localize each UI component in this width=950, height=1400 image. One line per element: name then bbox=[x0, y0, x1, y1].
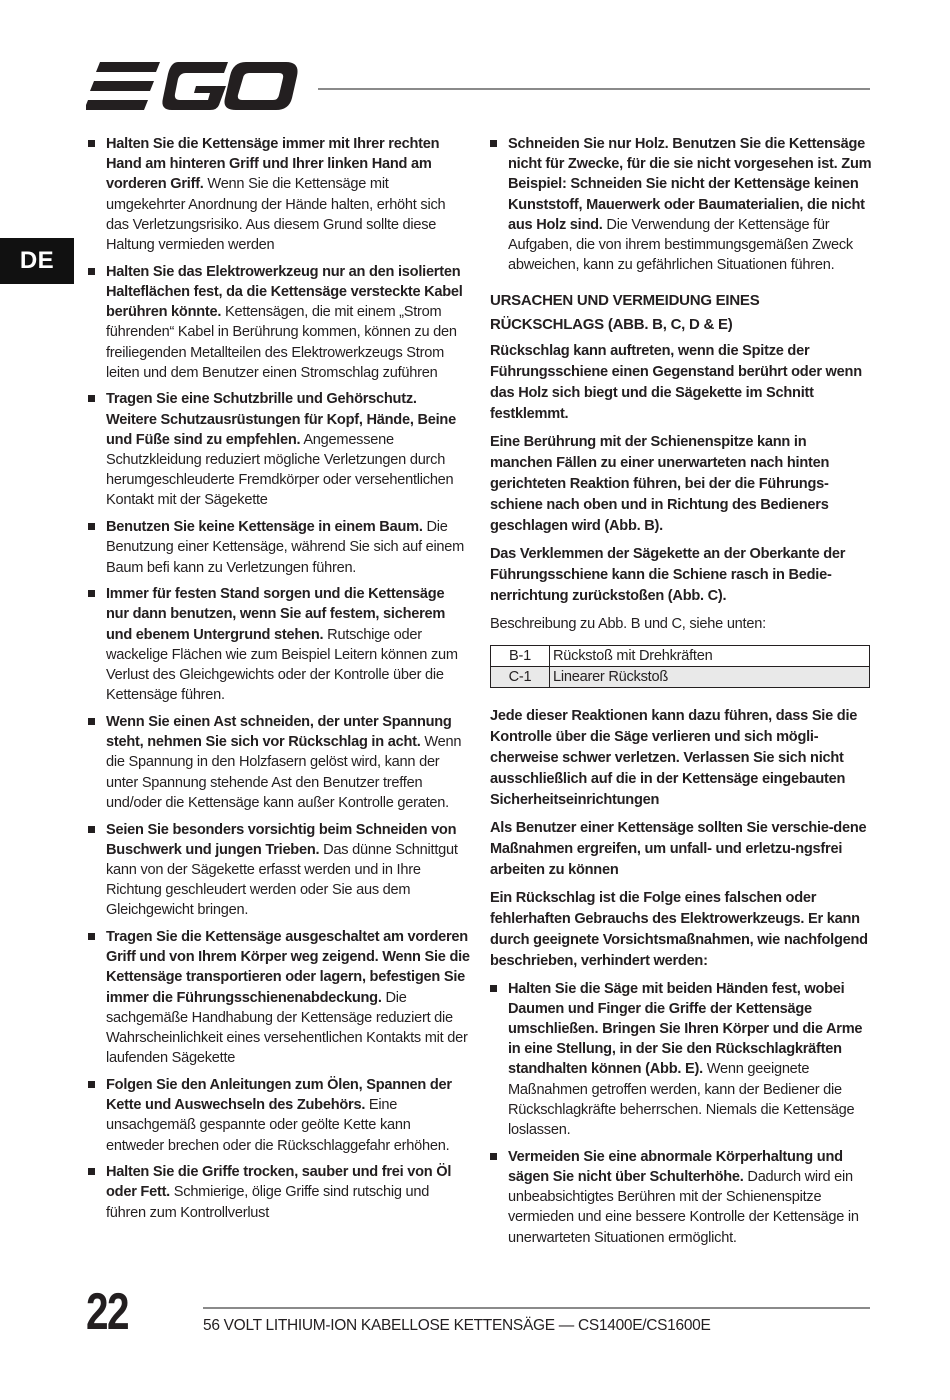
list-item: Folgen Sie den Anleitungen zum Ölen, Spannen der Kette und Auswechseln des Zubehörs. Eine unsachgemäß gespannte oder geölte Kette kann entweder brechen oder die Rückschlaggefahr erhöhen. bbox=[88, 1075, 470, 1156]
table-row bbox=[491, 645, 870, 666]
bullet-icon bbox=[88, 718, 95, 725]
table-row bbox=[491, 666, 870, 687]
bullet-icon bbox=[88, 933, 95, 940]
list-item: Halten Sie die Kettensäge immer mit Ihrer rechten Hand am hinteren Griff und Ihrer linken Hand am vorderen Griff. Wenn Sie die Kettensäge mit umgekehrter Anordnung der Hände halten, erhöht sich das Verletzungsrisiko. Aus diesem Grund sollte diese Haltung vermieden werden bbox=[88, 134, 470, 255]
reference-table bbox=[490, 645, 870, 688]
bullet-icon bbox=[88, 268, 95, 275]
bullet-icon bbox=[490, 140, 497, 147]
paragraph: Eine Berührung mit der Schienenspitze kann in manchen Fällen zu einer unerwarteten nach hinten gerichteten Reaktion führen, bei der die Führungs-schiene nach oben und in Richtung des Bedieners geschlagen wird (Abb. B). bbox=[490, 434, 830, 535]
list-item: Tragen Sie die Kettensäge ausgeschaltet am vorderen Griff und von Ihrem Körper weg zeigend. Wenn Sie die Kettensäge transportieren oder lagern, befestigen Sie immer die Führungsschienenabdeckung. Die sachgemäße Handhabung der Kettensäge reduziert die Wahrscheinlichkeit eines versehentlichen Kontakts mit der laufenden Sägekette bbox=[88, 927, 470, 1068]
list-item: Halten Sie das Elektrowerkzeug nur an den isolierten Halteflächen fest, da die Kettensäge versteckte Kabel berühren könnte. Kettensägen, die mit einem „Strom führenden“ Kabel in Berührung kommen, können zu den freiliegenden Metallteilen des Elektrowerkzeugs Strom leiten und dem Benutzer einen Stromschlag zuführen bbox=[88, 262, 470, 383]
table-cell-code: C-1 bbox=[491, 666, 550, 687]
paragraph: Rückschlag kann auftreten, wenn die Spitze der Führungsschiene einen Gegenstand berührt oder wenn das Holz sich biegt und die Sägekette im Schnitt festklemmt. bbox=[490, 343, 862, 423]
language-tab: DE bbox=[0, 238, 74, 284]
table-caption: Beschreibung zu Abb. B und C, siehe unten: bbox=[490, 616, 766, 633]
page-number: 22 bbox=[86, 1283, 128, 1341]
bullet-icon bbox=[490, 985, 497, 992]
table-cell-description: Linearer Rückstoß bbox=[550, 666, 870, 687]
paragraph: Als Benutzer einer Kettensäge sollten Sie verschie-dene Maßnahmen ergreifen, um unfall- und erletzu-ngsfrei arbeiten zu können bbox=[490, 819, 867, 878]
paragraph: Jede dieser Reaktionen kann dazu führen, dass Sie die Kontrolle über die Säge verlieren und sich mögli-cherweise schwer verletzen. Verlassen Sie sich nicht ausschließlich auf die in der Kettensäge eingebauten Sicherheitseinrichtungen bbox=[490, 707, 858, 808]
bullet-icon bbox=[88, 395, 95, 402]
list-item: Halten Sie die Griffe trocken, sauber und frei von Öl oder Fett. Schmierige, ölige Griffe sind rutschig und führen zum Kontrollverlust bbox=[88, 1162, 470, 1223]
list-item: Vermeiden Sie eine abnormale Körperhaltung und sägen Sie nicht über Schulterhöhe. Dadurch wird ein unbeabsichtigtes Berühren mit der Schienenspitze vermieden und eine bessere Kontrolle der Kettensäge in unerwarteten Situationen ermöglicht. bbox=[490, 1147, 872, 1248]
list-item: Schneiden Sie nur Holz. Benutzen Sie die Kettensäge nicht für Zwecke, für die sie nicht vorgesehen ist. Zum Beispiel: Schneiden Sie nicht der Kettensäge keinen Kunststoff, Mauerwerk oder Baumaterialien, die nicht aus Holz sind. Die Verwendung der Kettensäge für Aufgaben, die von ihrem bestimmungsgemäßen Zweck abweichen, kann zu gefährlichen Situationen führen. bbox=[490, 134, 872, 275]
list-item: Benutzen Sie keine Kettensäge in einem Baum. Die Benutzung einer Kettensäge, während Sie sich auf einem Baum befi kann zu Verletzungen führen. bbox=[88, 517, 470, 578]
paragraph: Ein Rückschlag ist die Folge eines falschen oder fehlerhaften Gebrauchs des Elektrowerkzeugs. Er kann durch geeignete Vorsichtsmaßnahmen, wie nachfolgend beschrieben, verhindert werden: bbox=[490, 889, 868, 969]
header-rule bbox=[318, 88, 870, 90]
list-item: Tragen Sie eine Schutzbrille und Gehörschutz. Weitere Schutzausrüstungen für Kopf, Hände, Beine und Füße sind zu empfehlen. Angemessene Schutzkleidung reduziert mögliche Verletzungen durch herumgeschleuderte Fremdkörper oder versehentlichen Kontakt mit der Sägekette bbox=[88, 389, 470, 510]
bullet-icon bbox=[88, 140, 95, 147]
bullet-icon bbox=[88, 590, 95, 597]
footer-title: 56 VOLT LITHIUM-ION KABELLOSE KETTENSÄGE — CS1400E/CS1600E bbox=[203, 1317, 711, 1334]
table-cell-description: Rückstoß mit Drehkräften bbox=[550, 645, 870, 666]
list-item: Immer für festen Stand sorgen und die Kettensäge nur dann benutzen, wenn Sie auf festem, sicherem und ebenem Untergrund stehen. Rutschige oder wackelige Flächen wie zum Beispiel Leitern können zum Verlust des Gleichgewichts oder der Kontrolle über die Kettensäge führen. bbox=[88, 584, 470, 705]
list-item: Seien Sie besonders vorsichtig beim Schneiden von Buschwerk und jungen Trieben. Das dünne Schnittgut kann von der Sägekette erfasst werden und in Ihre Richtung geschleudert werden oder Sie aus dem Gleichgewicht bringen. bbox=[88, 820, 470, 921]
list-item: Wenn Sie einen Ast schneiden, der unter Spannung steht, nehmen Sie sich vor Rückschlag in acht. Wenn die Spannung in den Holzfasern gelöst wird, kann der unter Spannung stehende Ast den Benutzer treffen und/oder die Kettensäge kann außer Kontrolle geraten. bbox=[88, 712, 470, 813]
bullet-icon bbox=[490, 1153, 497, 1160]
section-heading: URSACHEN UND VERMEIDUNG EINES RÜCKSCHLAGS (ABB. B, C, D & E) bbox=[490, 292, 760, 334]
list-item: Halten Sie die Säge mit beiden Händen fest, wobei Daumen und Finger die Griffe der Kettensäge umschließen. Bringen Sie Ihren Körper und die Arme in eine Stellung, in der Sie den Rückschlagkräften standhalten können (Abb. E). Wenn geeignete Maßnahmen getroffen werden, kann der Bediener die Rückschlagkräfte beherrschen. Niemals die Kettensäge loslassen. bbox=[490, 979, 872, 1141]
footer-rule bbox=[203, 1307, 870, 1309]
bullet-icon bbox=[88, 1168, 95, 1175]
bullet-icon bbox=[88, 826, 95, 833]
bullet-icon bbox=[88, 523, 95, 530]
left-column bbox=[88, 134, 470, 1229]
right-column bbox=[490, 134, 872, 1254]
ego-logo bbox=[86, 60, 300, 114]
table-cell-code: B-1 bbox=[491, 645, 550, 666]
bullet-icon bbox=[88, 1081, 95, 1088]
paragraph: Das Verklemmen der Sägekette an der Oberkante der Führungsschiene kann die Schiene rasch in Bedie-nerrichtung zurückstoßen (Abb. C). bbox=[490, 546, 846, 605]
